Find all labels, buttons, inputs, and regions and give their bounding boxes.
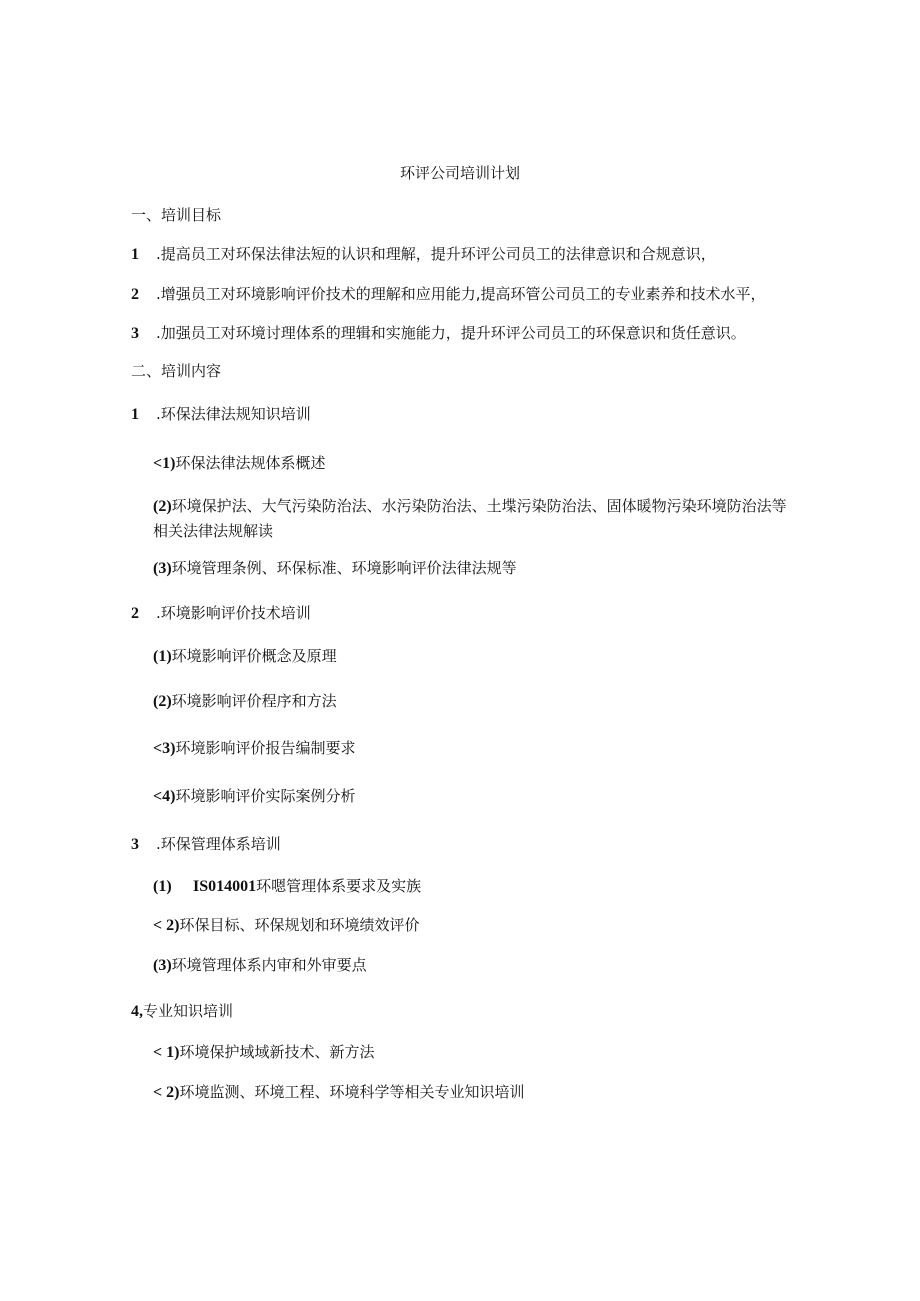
content-item <box>153 1042 374 1063</box>
goal-item-2 <box>131 284 766 305</box>
page-title: 环评公司培训计划 <box>399 164 520 182</box>
item-text: 环境保护法、大气污染防治法、水污染防治法、土堞污染防治法、固体暖物污染环境防治法等相关法律法规解读 <box>153 497 787 540</box>
goal-number: 1 <box>131 246 139 263</box>
item-marker: < 2) <box>153 1084 180 1101</box>
item-marker: (3) <box>153 560 172 577</box>
goal-item-3 <box>131 323 746 344</box>
item-text: 环境管理条例、环保标准、环境影响评价法律法规等 <box>171 559 517 577</box>
standard-code: IS014001 <box>193 878 257 895</box>
content-group-title-3 <box>131 834 281 855</box>
item-text: 环境影响评价概念及原理 <box>171 647 337 665</box>
content-item <box>153 955 367 976</box>
group-number: 2 <box>131 605 139 622</box>
section-heading-content: 二、培训内容 <box>131 362 222 380</box>
item-text: 环保法律法规体系概述 <box>175 454 326 472</box>
content-group-title-2 <box>131 603 311 624</box>
goal-number: 2 <box>131 286 139 303</box>
item-marker: (1) <box>153 878 172 895</box>
content-item <box>153 786 355 807</box>
content-group-title-1 <box>131 404 311 425</box>
item-text: 环嗯管理体系要求及实族 <box>256 877 422 895</box>
item-marker: <1) <box>153 455 176 472</box>
goal-number: 3 <box>131 325 139 342</box>
item-marker: < 1) <box>153 1044 180 1061</box>
item-text: 环境影响评价实际案例分析 <box>175 787 356 805</box>
content-item <box>153 876 421 897</box>
group-title: .环境影响评价技术培训 <box>156 604 311 622</box>
item-marker: <3) <box>153 740 176 757</box>
group-number: 3 <box>131 836 139 853</box>
content-item <box>153 646 337 667</box>
item-text: 环境影响评价报告编制要求 <box>175 739 356 757</box>
item-text: 环境监测、环境工程、环境科学等相关专业知识培训 <box>179 1083 525 1101</box>
item-text: 环境保护域域新技术、新方法 <box>179 1043 375 1061</box>
group-title: .环保管理体系培训 <box>156 835 281 853</box>
item-marker: (2) <box>153 498 172 515</box>
content-item <box>153 915 419 936</box>
group-number: 4, <box>131 1003 143 1020</box>
item-text: 环保目标、环保规划和环境绩效评价 <box>179 916 420 934</box>
goal-text: .加强员工对环境讨理体系的理辑和实施能力，提升环评公司员工的环保意识和货任意识。 <box>156 324 746 342</box>
item-marker: <4) <box>153 788 176 805</box>
group-title: 专业知识培训 <box>143 1002 234 1020</box>
goal-text: .提高员工对环保法律法短的认识和理解，提升环评公司员工的法律意识和合规意识， <box>156 245 716 263</box>
content-item <box>153 558 517 579</box>
goal-text: .增强员工对环境影响评价技术的理解和应用能力,提高环管公司员工的专业素养和技术水平， <box>156 285 766 303</box>
content-item <box>153 494 793 543</box>
item-marker: (2) <box>153 693 172 710</box>
content-group-title-4 <box>131 1001 233 1022</box>
item-text: 环境影响评价程序和方法 <box>171 692 337 710</box>
goal-item-1 <box>131 244 716 265</box>
item-text: 环境管理体系内审和外审要点 <box>171 956 367 974</box>
content-item <box>153 691 337 712</box>
item-marker: (3) <box>153 957 172 974</box>
item-marker: (1) <box>153 648 172 665</box>
section-heading-goals: 一、培训目标 <box>131 206 222 224</box>
content-item <box>153 453 325 474</box>
content-item <box>153 1082 524 1103</box>
item-marker: < 2) <box>153 917 180 934</box>
group-title: .环保法律法规知识培训 <box>156 405 311 423</box>
group-number: 1 <box>131 406 139 423</box>
content-item <box>153 738 355 759</box>
